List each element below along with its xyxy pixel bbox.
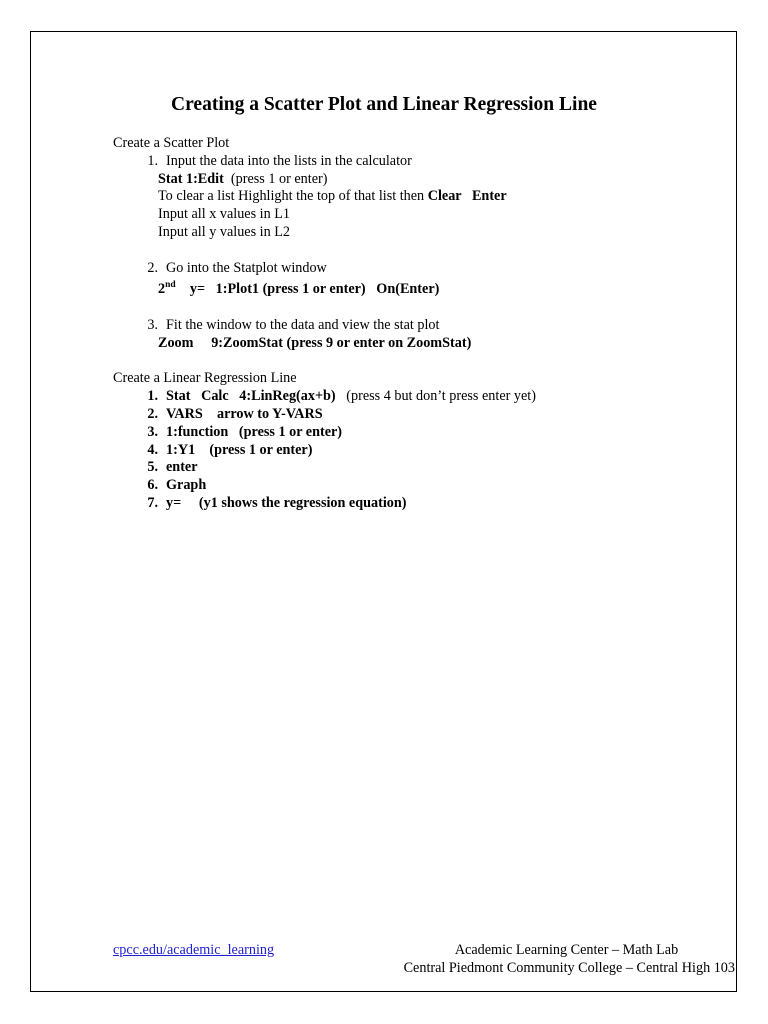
- key-sequence: Clear Enter: [427, 188, 507, 205]
- step-note: (press 4 but don’t press enter yet): [335, 388, 536, 405]
- detail-line: [158, 188, 536, 206]
- step-text: Fit the window to the data and view the stat plot: [166, 316, 440, 333]
- step-number: 1.: [147, 152, 158, 169]
- scatter-step-3-details: [113, 335, 536, 353]
- regression-step: [113, 388, 536, 406]
- step-text: Go into the Statplot window: [166, 259, 327, 276]
- step-key-sequence: 1:Y1 (press 1 or enter): [166, 441, 313, 458]
- step-key-sequence: Graph: [166, 477, 207, 494]
- step-key-sequence: Stat Calc 4:LinReg(ax+b): [166, 388, 336, 405]
- regression-step: [113, 424, 536, 442]
- scatter-step-1: [113, 153, 536, 171]
- detail-line: Input all y values in L2: [158, 223, 290, 240]
- scatter-section-heading: Create a Scatter Plot: [113, 135, 230, 151]
- footer-line-1: Academic Learning Center – Math Lab: [454, 942, 679, 958]
- scatter-step-2-details: [113, 277, 536, 299]
- detail-note: To clear a list Highlight the top of that list then: [158, 188, 428, 205]
- key-sequence: Stat 1:Edit: [158, 170, 224, 187]
- regression-section-heading: Create a Linear Regression Line: [113, 370, 297, 387]
- key-sequence-rest: y= 1:Plot1 (press 1 or enter) On(Enter): [175, 281, 440, 298]
- regression-step: [113, 406, 536, 424]
- step-number: 6.: [147, 477, 158, 494]
- key-sequence: [158, 277, 536, 299]
- step-number: 7.: [147, 494, 158, 511]
- step-key-sequence: enter: [166, 459, 198, 476]
- academic-learning-link[interactable]: cpcc.edu/academic_learning: [113, 942, 275, 958]
- regression-step: [113, 477, 536, 495]
- detail-note: (press 1 or enter): [223, 170, 328, 187]
- key-second: 2: [158, 281, 166, 298]
- step-number: 5.: [147, 459, 158, 476]
- step-number: 2.: [147, 405, 158, 422]
- scatter-step-1-details: [113, 171, 536, 242]
- regression-step: [113, 495, 536, 513]
- step-key-sequence: y= (y1 shows the regression equation): [166, 494, 407, 511]
- regression-step: [113, 459, 536, 477]
- key-sequence: Zoom 9:ZoomStat (press 9 or enter on ZoomStat): [158, 334, 472, 351]
- step-key-sequence: 1:function (press 1 or enter): [166, 423, 343, 440]
- step-number: 2.: [147, 259, 158, 276]
- regression-steps: [113, 388, 536, 513]
- key-second-superscript: nd: [165, 280, 176, 291]
- footer-info: [380, 942, 735, 978]
- step-number: 3.: [147, 316, 158, 333]
- step-number: 1.: [147, 388, 158, 405]
- document-body: [113, 135, 536, 513]
- step-key-sequence: VARS arrow to Y-VARS: [166, 405, 323, 422]
- regression-step: [113, 442, 536, 460]
- step-number: 4.: [147, 441, 158, 458]
- detail-line: Input all x values in L1: [158, 206, 290, 223]
- footer-line-2: Central Piedmont Community College – Central High 103: [403, 959, 735, 976]
- step-text: Input the data into the lists in the calculator: [166, 152, 412, 169]
- scatter-step-2: [113, 260, 536, 278]
- page-title: Creating a Scatter Plot and Linear Regression Line: [171, 94, 597, 115]
- scatter-step-3: [113, 317, 536, 335]
- step-number: 3.: [147, 423, 158, 440]
- detail-line: [158, 171, 536, 189]
